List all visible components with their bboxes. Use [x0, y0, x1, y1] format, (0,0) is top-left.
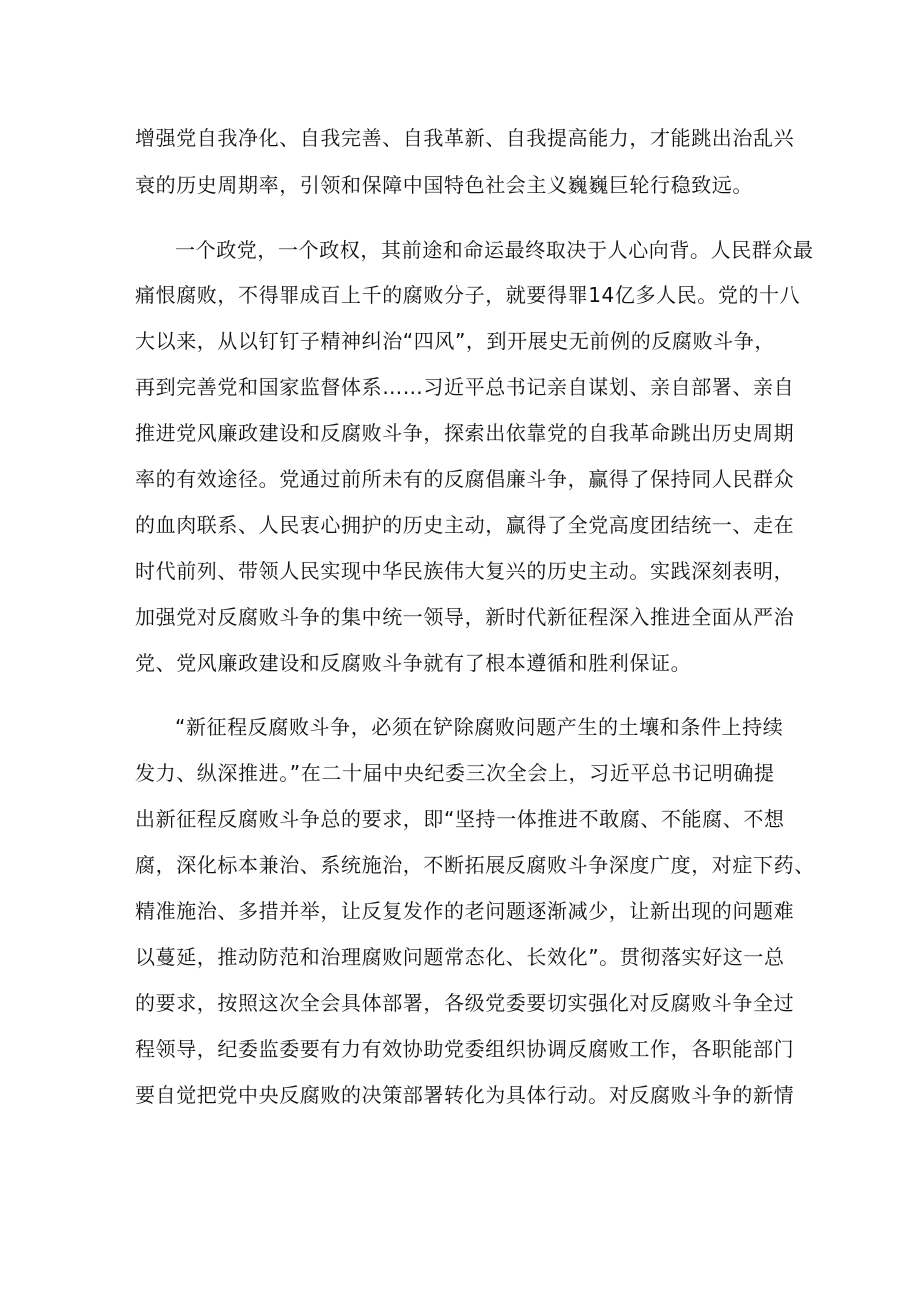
text-line: 痛恨腐败，不得罪成百上千的腐败分子，就要得罪14亿多人民。党的十八	[135, 283, 801, 307]
text-line: 时代前列、带领人民实现中华民族伟大复兴的历史主动。实践深刻表明，	[135, 559, 795, 583]
text-line: 增强党自我净化、自我完善、自我革新、自我提高能力，才能跳出治乱兴	[135, 126, 795, 150]
text-line: 的要求，按照这次全会具体部署，各级党委要切实强化对反腐败斗争全过	[135, 991, 795, 1015]
text-line: “新征程反腐败斗争，必须在铲除腐败问题产生的土壤和条件上持续	[175, 715, 784, 739]
text-line: 推进党风廉政建设和反腐败斗争，探索出依靠党的自我革命跳出历史周期	[135, 421, 795, 445]
text-line: 加强党对反腐败斗争的集中统一领导，新时代新征程深入推进全面从严治	[135, 605, 795, 629]
text-line: 发力、纵深推进。”在二十届中央纪委三次全会上，习近平总书记明确提	[135, 761, 775, 785]
text-line: 精准施治、多措并举，让反复发作的老问题逐渐减少，让新出现的问题难	[135, 899, 795, 923]
text-line: 率的有效途径。党通过前所未有的反腐倡廉斗争，赢得了保持同人民群众	[135, 467, 795, 491]
text-line: 程领导，纪委监委要有力有效协助党委组织协调反腐败工作，各职能部门	[135, 1037, 795, 1061]
text-line: 党、党风廉政建设和反腐败斗争就有了根本遵循和胜利保证。	[135, 651, 692, 675]
text-line: 以蔓延，推动防范和治理腐败问题常态化、长效化”。贯彻落实好这一总	[135, 945, 785, 969]
text-line: 一个政党，一个政权，其前途和命运最终取决于人心向背。人民群众最	[175, 238, 814, 262]
text-line: 出新征程反腐败斗争总的要求，即“坚持一体推进不敢腐、不能腐、不想	[135, 807, 785, 831]
text-line: 要自觉把党中央反腐败的决策部署转化为具体行动。对反腐败斗争的新情	[135, 1083, 795, 1107]
text-line: 衰的历史周期率，引领和保障中国特色社会主义巍巍巨轮行稳致远。	[135, 173, 753, 197]
text-line: 腐，深化标本兼治、系统施治，不断拓展反腐败斗争深度广度，对症下药、	[135, 853, 815, 877]
text-line: 的血肉联系、人民衷心拥护的历史主动，赢得了全党高度团结统一、走在	[135, 513, 795, 537]
text-line: 再到完善党和国家监督体系……习近平总书记亲自谋划、亲自部署、亲自	[135, 375, 795, 399]
text-line: 大以来，从以钉钉子精神纠治“四风”，到开展史无前例的反腐败斗争，	[135, 329, 775, 353]
